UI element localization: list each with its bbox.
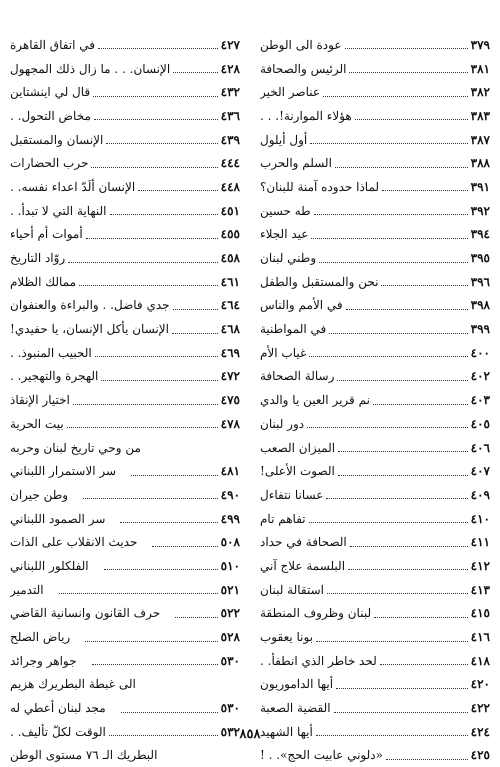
dot-leader xyxy=(173,309,218,310)
dot-leader xyxy=(335,167,468,168)
dot-leader xyxy=(381,285,467,286)
toc-entry-page-number: ٥٠٨ xyxy=(220,535,240,550)
toc-entry xyxy=(10,483,240,507)
toc-entry-page-number: ٣٩١ xyxy=(470,179,490,194)
toc-entry xyxy=(260,223,490,247)
toc-entry-title: نم قرير العين يا والدي xyxy=(260,393,370,408)
toc-entry xyxy=(10,365,240,389)
toc-entry-title: تفاهم تام xyxy=(260,511,306,526)
toc-entry-title: طه حسين xyxy=(260,203,311,218)
toc-entry-title: في المواطنية xyxy=(260,322,327,337)
dot-leader xyxy=(337,380,467,381)
dot-leader xyxy=(310,143,467,144)
toc-entry xyxy=(10,223,240,247)
toc-entry xyxy=(260,294,490,318)
toc-entry-title: الإنسان يأكل الإنسان، يا حفيدي! xyxy=(10,322,169,337)
toc-entry-title: سر الاستمرار اللبناني xyxy=(10,464,117,479)
toc-entry-title: عسانا نتفاءل xyxy=(260,487,324,502)
toc-entry xyxy=(260,104,490,128)
toc-entry-page-number: ٤٢٧ xyxy=(220,37,240,52)
toc-entry-title: جواهر وجرائد xyxy=(10,653,77,668)
toc-entry-title: من وحي تاريخ لبنان وحربه xyxy=(10,440,141,455)
toc-entry-page-number: ٣٩٤ xyxy=(470,227,490,242)
toc-entry xyxy=(10,57,240,81)
toc-entry xyxy=(260,151,490,175)
toc-entry-page-number: ٤٥٨ xyxy=(220,251,240,266)
toc-entry-title: استقالة لبنان xyxy=(260,582,325,597)
toc-entry-page-number: ٤٧٢ xyxy=(220,369,240,384)
toc-entry-title: اختيار الإنقاذ xyxy=(10,393,70,408)
toc-entry-page-number: ٤١١ xyxy=(470,535,490,550)
toc-entry xyxy=(10,128,240,152)
toc-entry xyxy=(260,341,490,365)
toc-section-heading xyxy=(10,744,240,767)
toc-entry xyxy=(260,530,490,554)
toc-entry-title: رياض الصلح xyxy=(10,630,71,645)
dot-leader xyxy=(110,214,218,215)
toc-entry xyxy=(260,412,490,436)
dot-leader xyxy=(152,546,217,547)
toc-entry-title: نحن والمستقبل والطفل xyxy=(260,274,379,289)
dot-leader xyxy=(92,664,218,665)
toc-entry-title: أيها الشهيد xyxy=(260,724,313,739)
dot-leader xyxy=(121,712,218,713)
toc-entry-page-number: ٤٢٢ xyxy=(470,701,490,716)
toc-entry-page-number: ٥٣٠ xyxy=(220,653,240,668)
dot-leader xyxy=(85,641,217,642)
toc-entry xyxy=(10,104,240,128)
dot-leader xyxy=(91,167,217,168)
dot-leader xyxy=(336,688,468,689)
toc-entry xyxy=(10,459,240,483)
toc-entry-title: البطريك الـ ٧٦ مستوى الوطن xyxy=(10,748,158,763)
toc-entry xyxy=(10,530,240,554)
toc-entry-title: دور لبنان xyxy=(260,416,305,431)
dot-leader xyxy=(338,475,468,476)
toc-entry xyxy=(260,602,490,626)
toc-entry-page-number: ٣٨٨ xyxy=(470,156,490,171)
dot-leader xyxy=(380,664,468,665)
toc-section-heading xyxy=(10,673,240,697)
toc-entry xyxy=(260,199,490,223)
dot-leader xyxy=(138,190,217,191)
toc-entry xyxy=(10,151,240,175)
toc-entry xyxy=(260,175,490,199)
dot-leader xyxy=(106,143,217,144)
dot-leader xyxy=(175,617,218,618)
page-number: ٨٥٨ xyxy=(239,727,261,742)
dot-leader xyxy=(95,356,218,357)
toc-entry-title: الهجرة والتهجير. . xyxy=(10,369,99,384)
toc-entry-title: حرف القانون وانسانية القاضي xyxy=(10,606,161,621)
toc-entry-page-number: ٣٩٥ xyxy=(470,251,490,266)
toc-entry-title: لبنان وظروف المنطقة xyxy=(260,606,372,621)
toc-entry-page-number: ٤٣٩ xyxy=(220,132,240,147)
dot-leader xyxy=(104,569,218,570)
dot-leader xyxy=(83,498,218,499)
toc-entry-page-number: ٤٨١ xyxy=(220,464,240,479)
toc-entry-title: قال لي اينشتاين xyxy=(10,85,91,100)
toc-entry-page-number: ٤٩٩ xyxy=(220,511,240,526)
dot-leader xyxy=(314,214,468,215)
dot-leader xyxy=(59,593,218,594)
dot-leader xyxy=(316,641,468,642)
toc-column-right xyxy=(260,33,490,767)
toc-entry-title: عودة الى الوطن xyxy=(260,37,342,52)
dot-leader xyxy=(98,48,218,49)
toc-entry xyxy=(260,246,490,270)
toc-entry-page-number: ٤١٣ xyxy=(470,582,490,597)
toc-entry-page-number: ٤٠٣ xyxy=(470,393,490,408)
dot-leader xyxy=(326,498,467,499)
toc-entry-page-number: ٣٨٧ xyxy=(470,132,490,147)
toc-entry-page-number: ٥٢١ xyxy=(220,582,240,597)
toc-entry-title: ممالك الظلام xyxy=(10,274,77,289)
toc-entry xyxy=(260,578,490,602)
dot-leader xyxy=(309,356,467,357)
toc-entry-page-number: ٤٢٠ xyxy=(470,677,490,692)
toc-entry-page-number: ٤٠٧ xyxy=(470,464,490,479)
toc-entry xyxy=(10,578,240,602)
dot-leader xyxy=(309,522,468,523)
toc-entry-title: الحبيب المنبوذ. . xyxy=(10,345,92,360)
toc-entry-page-number: ٤٢٥ xyxy=(470,748,490,763)
toc-entry-title: الصحافة في حداد xyxy=(260,535,347,550)
toc-entry-title: رسالة الصحافة xyxy=(260,369,335,384)
toc-entry-title: وطن جيران xyxy=(10,487,69,502)
dot-leader xyxy=(173,72,217,73)
toc-entry-page-number: ٤٩٠ xyxy=(220,487,240,502)
toc-entry xyxy=(260,696,490,720)
toc-entry-title: «دلوني عابيت الحج». . ! xyxy=(260,748,383,763)
toc-entry-title: الميزان الصعب xyxy=(260,440,336,455)
toc-entry-page-number: ٣٩٨ xyxy=(470,298,490,313)
toc-entry xyxy=(10,602,240,626)
toc-entry-page-number: ٤٢٤ xyxy=(470,724,490,739)
toc-entry-title: البلسمة علاج آني xyxy=(260,558,346,573)
toc-entry xyxy=(260,80,490,104)
toc-entry xyxy=(260,673,490,697)
toc-entry-page-number: ٤٣٢ xyxy=(220,85,240,100)
dot-leader xyxy=(93,96,218,97)
dot-leader xyxy=(68,262,217,263)
toc-entry-page-number: ٤٥٥ xyxy=(220,227,240,242)
toc-entry-title: عناصر الخير xyxy=(260,85,321,100)
dot-leader xyxy=(79,285,218,286)
toc-entry xyxy=(10,246,240,270)
toc-entry-page-number: ٤٠٢ xyxy=(470,369,490,384)
toc-entry-page-number: ٤٦٩ xyxy=(220,345,240,360)
toc-entry-page-number: ٤٦١ xyxy=(220,274,240,289)
toc-entry-title: لحد خاطر الذي انطفأ. . xyxy=(260,653,377,668)
toc-entry xyxy=(260,128,490,152)
dot-leader xyxy=(373,404,468,405)
toc-entry xyxy=(10,554,240,578)
toc-entry-title: بونا يعقوب xyxy=(260,630,314,645)
dot-leader xyxy=(348,569,468,570)
dot-leader xyxy=(374,617,468,618)
toc-entry-title: في الأمم والناس xyxy=(260,298,343,313)
toc-entry-title: الصوت الأعلى! xyxy=(260,464,335,479)
toc-entry-page-number: ٤٠٠ xyxy=(470,345,490,360)
toc-entry-page-number: ٤٠٩ xyxy=(470,487,490,502)
toc-entry-page-number: ٥٢٨ xyxy=(220,630,240,645)
toc-entry-page-number: ٤١٠ xyxy=(470,511,490,526)
toc-entry xyxy=(10,199,240,223)
toc-entry xyxy=(260,649,490,673)
toc-entry-page-number: ٥٣٢ xyxy=(220,724,240,739)
toc-entry-title: الإنسان والمستقبل xyxy=(10,132,104,147)
toc-entry-title: في اتفاق القاهرة xyxy=(10,37,96,52)
toc-entry xyxy=(10,341,240,365)
toc-entry xyxy=(10,412,240,436)
toc-entry xyxy=(10,317,240,341)
toc-entry-title: هؤلاء الموارنة!. . . xyxy=(260,108,352,123)
toc-entry-title: الوقت لكلّ تأليف. . xyxy=(10,724,106,739)
toc-entry-title: حرب الحضارات xyxy=(10,156,89,171)
toc-entry-title: مخاض التحول. . xyxy=(10,108,91,123)
toc-entry-page-number: ٤١٨ xyxy=(470,653,490,668)
toc-entry-title: سر الصمود اللبناني xyxy=(10,511,106,526)
dot-leader xyxy=(329,333,467,334)
dot-leader xyxy=(172,333,218,334)
dot-leader xyxy=(311,238,467,239)
toc-entry xyxy=(10,696,240,720)
toc-entry-title: الإنسان. . . ما زال ذلك المجهول xyxy=(10,61,171,76)
toc-entry-title: الى غبطة البطريرك هزيم xyxy=(10,677,136,692)
toc-entry-title: أيها الداموريون xyxy=(260,677,334,692)
toc-entry xyxy=(260,388,490,412)
toc-entry xyxy=(10,80,240,104)
toc-entry-title: جدي فاضل. . والبراءة والعنفوان xyxy=(10,298,170,313)
dot-leader xyxy=(120,522,217,523)
toc-entry-title: الإنسان ألَدّ اعداء نفسه. . xyxy=(10,179,136,194)
toc-entry-page-number: ٤٧٥ xyxy=(220,393,240,408)
dot-leader xyxy=(345,48,468,49)
toc-entry-page-number: ٣٨١ xyxy=(470,61,490,76)
toc-entry-page-number: ٤٠٥ xyxy=(470,416,490,431)
toc-entry-page-number: ٤١٦ xyxy=(470,630,490,645)
toc-entry xyxy=(260,436,490,460)
toc-entry-page-number: ٣٩٦ xyxy=(470,274,490,289)
dot-leader xyxy=(355,119,468,120)
toc-entry-page-number: ٣٨٢ xyxy=(470,85,490,100)
toc-entry-page-number: ٤١٢ xyxy=(470,558,490,573)
toc-entry-title: النهاية التي لا تبدأ. . xyxy=(10,203,107,218)
dot-leader xyxy=(101,380,217,381)
toc-entry-page-number: ٤٧٨ xyxy=(220,416,240,431)
dot-leader xyxy=(350,546,468,547)
toc-entry-page-number: ٤٠٦ xyxy=(470,440,490,455)
toc-entry-title: روّاد التاريخ xyxy=(10,251,66,266)
dot-leader xyxy=(338,451,468,452)
toc-entry xyxy=(260,507,490,531)
toc-entry-page-number: ٤٦٤ xyxy=(220,298,240,313)
toc-entry xyxy=(260,57,490,81)
table-of-contents xyxy=(10,33,490,767)
toc-entry xyxy=(10,175,240,199)
toc-entry xyxy=(260,317,490,341)
dot-leader xyxy=(86,238,218,239)
toc-entry xyxy=(10,33,240,57)
toc-entry-page-number: ٤٤٤ xyxy=(220,156,240,171)
dot-leader xyxy=(73,404,218,405)
toc-entry-title: أول أيلول xyxy=(260,132,308,147)
toc-entry-page-number: ٣٩٩ xyxy=(470,322,490,337)
dot-leader xyxy=(386,759,468,760)
toc-entry xyxy=(10,625,240,649)
toc-entry-title: غياب الأم xyxy=(260,345,307,360)
toc-entry-page-number: ٤١٥ xyxy=(470,606,490,621)
dot-leader xyxy=(67,427,218,428)
toc-entry-page-number: ٤٥١ xyxy=(220,203,240,218)
toc-entry-title: عيد الجلاء xyxy=(260,227,309,242)
toc-entry-page-number: ٣٧٩ xyxy=(470,37,490,52)
toc-entry-page-number: ٤٤٨ xyxy=(220,179,240,194)
toc-entry xyxy=(10,507,240,531)
toc-entry-page-number: ٥٢٢ xyxy=(220,606,240,621)
toc-entry xyxy=(10,294,240,318)
toc-entry-title: وطني لبنان xyxy=(260,251,317,266)
toc-entry-title: الفلكلور اللبناني xyxy=(10,558,89,573)
toc-entry-page-number: ٤٣٦ xyxy=(220,108,240,123)
dot-leader xyxy=(327,593,468,594)
toc-entry xyxy=(260,554,490,578)
toc-entry xyxy=(260,270,490,294)
toc-entry-page-number: ٤٢٨ xyxy=(220,61,240,76)
toc-entry-page-number: ٣٩٢ xyxy=(470,203,490,218)
toc-entry-page-number: ٣٨٣ xyxy=(470,108,490,123)
dot-leader xyxy=(319,262,468,263)
toc-entry-title: بيت الحرية xyxy=(10,416,64,431)
toc-entry-page-number: ٤٦٨ xyxy=(220,322,240,337)
toc-entry xyxy=(260,365,490,389)
toc-entry xyxy=(10,388,240,412)
toc-entry-title: القضية الصعبة xyxy=(260,701,331,716)
toc-entry xyxy=(260,33,490,57)
dot-leader xyxy=(94,119,218,120)
toc-entry xyxy=(10,649,240,673)
toc-entry-title: الرئيس والصحافة xyxy=(260,61,347,76)
toc-entry xyxy=(260,744,490,767)
toc-section-heading xyxy=(10,436,240,460)
toc-entry-title: التدمير xyxy=(10,582,44,597)
dot-leader xyxy=(307,427,468,428)
toc-entry xyxy=(260,459,490,483)
toc-entry xyxy=(260,625,490,649)
toc-entry xyxy=(10,270,240,294)
toc-entry-title: أموات أم أحياء xyxy=(10,227,83,242)
toc-entry-title: السلم والحرب xyxy=(260,156,332,171)
dot-leader xyxy=(346,309,468,310)
toc-column-left xyxy=(10,33,240,767)
dot-leader xyxy=(323,96,468,97)
toc-entry-title: حديث الانقلاب على الذات xyxy=(10,535,138,550)
dot-leader xyxy=(131,475,218,476)
toc-entry-page-number: ٥٣٠ xyxy=(220,701,240,716)
toc-entry-title: لماذا حدوده آمنة للبنان؟ xyxy=(260,179,380,194)
toc-entry xyxy=(260,483,490,507)
dot-leader xyxy=(334,712,468,713)
toc-entry-title: مجد لبنان أعطي له xyxy=(10,701,106,716)
toc-entry-page-number: ٥١٠ xyxy=(220,558,240,573)
dot-leader xyxy=(349,72,467,73)
dot-leader xyxy=(382,190,468,191)
